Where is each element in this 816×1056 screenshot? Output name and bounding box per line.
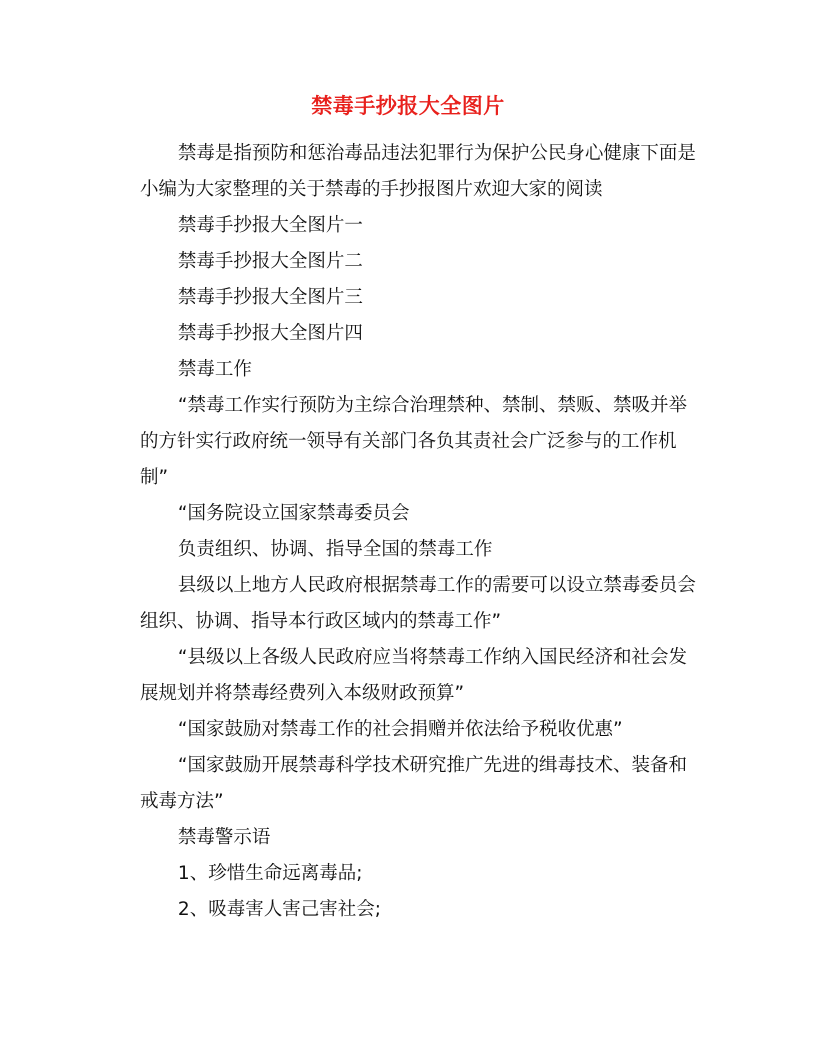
paragraph-policy: “禁毒工作实行预防为主综合治理禁种、禁制、禁贩、禁吸并举的方针实行政府统一领导有关部门各负其责社会广泛参与的工作机制” bbox=[140, 395, 688, 488]
paragraph-responsibility: 负责组织、协调、指导全国的禁毒工作 bbox=[177, 539, 493, 560]
paragraph-image-heading-3: 禁毒手抄报大全图片三 bbox=[177, 287, 363, 308]
paragraph-image-heading-1: 禁毒手抄报大全图片一 bbox=[177, 215, 363, 236]
paragraph-image-heading-4: 禁毒手抄报大全图片四 bbox=[177, 323, 363, 344]
paragraph-budget: “县级以上各级人民政府应当将禁毒工作纳入国民经济和社会发展规划并将禁毒经费列入本级财政预算” bbox=[140, 647, 688, 704]
document-body bbox=[140, 136, 700, 928]
paragraph-image-heading-2: 禁毒手抄报大全图片二 bbox=[177, 251, 363, 272]
paragraph-research: “国家鼓励开展禁毒科学技术研究推广先进的缉毒技术、装备和戒毒方法” bbox=[140, 755, 688, 812]
document-title: 禁毒手抄报大全图片 bbox=[311, 93, 505, 118]
paragraph-state-council: “国务院设立国家禁毒委员会 bbox=[177, 503, 410, 524]
slogan-item: 1、珍惜生命远离毒品; bbox=[177, 863, 363, 884]
paragraph-county-committee: 县级以上地方人民政府根据禁毒工作的需要可以设立禁毒委员会组织、协调、指导本行政区域内的禁毒工作” bbox=[140, 575, 696, 632]
slogan-item: 2、吸毒害人害己害社会; bbox=[177, 899, 381, 920]
paragraph-donation: “国家鼓励对禁毒工作的社会捐赠并依法给予税收优惠” bbox=[177, 719, 623, 740]
section-heading-drug-work: 禁毒工作 bbox=[177, 359, 252, 380]
section-heading-slogans: 禁毒警示语 bbox=[177, 827, 271, 848]
paragraph-intro: 禁毒是指预防和惩治毒品违法犯罪行为保护公民身心健康下面是小编为大家整理的关于禁毒的手抄报图片欢迎大家的阅读 bbox=[140, 143, 696, 200]
